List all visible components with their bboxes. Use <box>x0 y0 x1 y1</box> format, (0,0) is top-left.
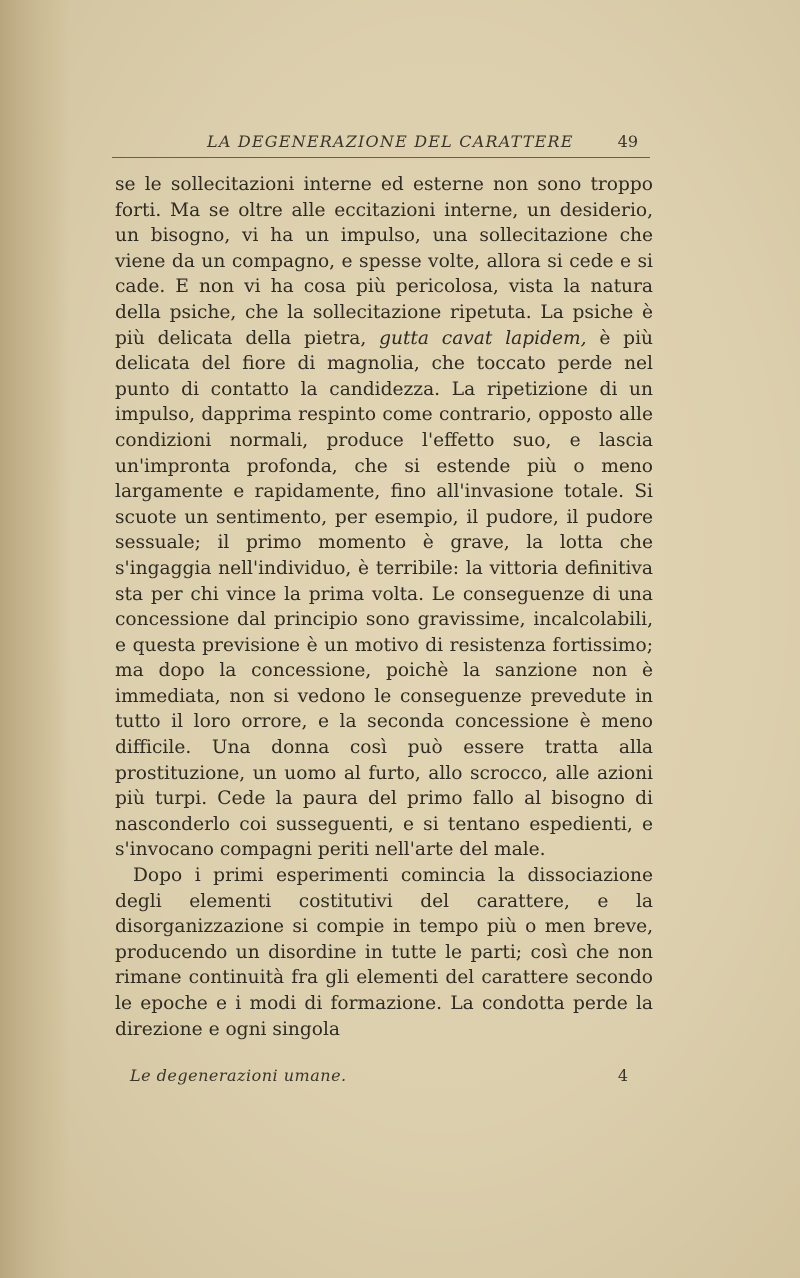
paragraph-2: Dopo i primi esperimenti comincia la dissociazione degli elementi costitutivi del carattere, e la disorganizzazione si compie in tempo più o men breve, producendo un disordine in tutte le parti; così che non rimane continuità fra gli elementi del carattere secondo le epoche e i modi di formazione. La condotta perde la direzione e ogni singola <box>115 865 653 1040</box>
paragraph-1-text-a: se le sollecitazioni interne ed esterne non sono troppo forti. Ma se oltre alle eccitazioni interne, un desiderio, un bisogno, vi ha un impulso, una sollecitazione che viene da un compagno, e spesse volte, allora si cede e si cade. E non vi ha cosa più pericolosa, vista la natura della psiche, che la sollecitazione ripetuta. La psiche è più delicata della pietra, <box>115 174 653 349</box>
paragraph-1 <box>115 172 653 863</box>
running-header <box>112 128 650 156</box>
running-title: LA DEGENERAZIONE DEL CARATTERE <box>207 132 574 151</box>
header-rule <box>112 157 650 158</box>
body-text <box>115 172 653 1042</box>
page-number: 49 <box>617 132 638 151</box>
signature-number: 4 <box>617 1066 628 1085</box>
signature-line <box>130 1066 628 1090</box>
signature-title: Le degenerazioni umane. <box>130 1066 347 1085</box>
latin-quote: gutta cavat lapidem, <box>379 327 587 349</box>
paragraph-1-text-b: è più delicata del fiore di magnolia, che toccato perde nel punto di contatto la candidezza. La ripetizione di un impulso, dapprima respinto come contrario, opposto alle condizioni normali, produce l'effetto suo, e lascia un'impronta profonda, che si estende più o meno largamente e rapidamente, fino all'invasione totale. Si scuote un sentimento, per esempio, il pudore, il pudore sessuale; il primo momento è grave, la lotta che s'ingaggia nell'individuo, è terribile: la vittoria definitiva sta per chi vince la prima volta. Le conseguenze di una concessione dal principio sono gravissime, incalcolabili, e questa previsione è un motivo di resistenza fortissimo; ma dopo la concessione, poichè la sanzione non è immediata, non si vedono le conseguenze prevedute in tutto il loro orrore, e la seconda concessione è meno difficile. Una donna così può essere tratta alla prostituzione, un uomo al furto, allo scrocco, alle azioni più turpi. Cede la paura del primo fallo al bisogno di nasconderlo coi susseguenti, e si tentano espedienti, e s'invocano compagni periti nell'arte del male. <box>115 327 654 861</box>
page-edge-shadow <box>0 0 70 1278</box>
